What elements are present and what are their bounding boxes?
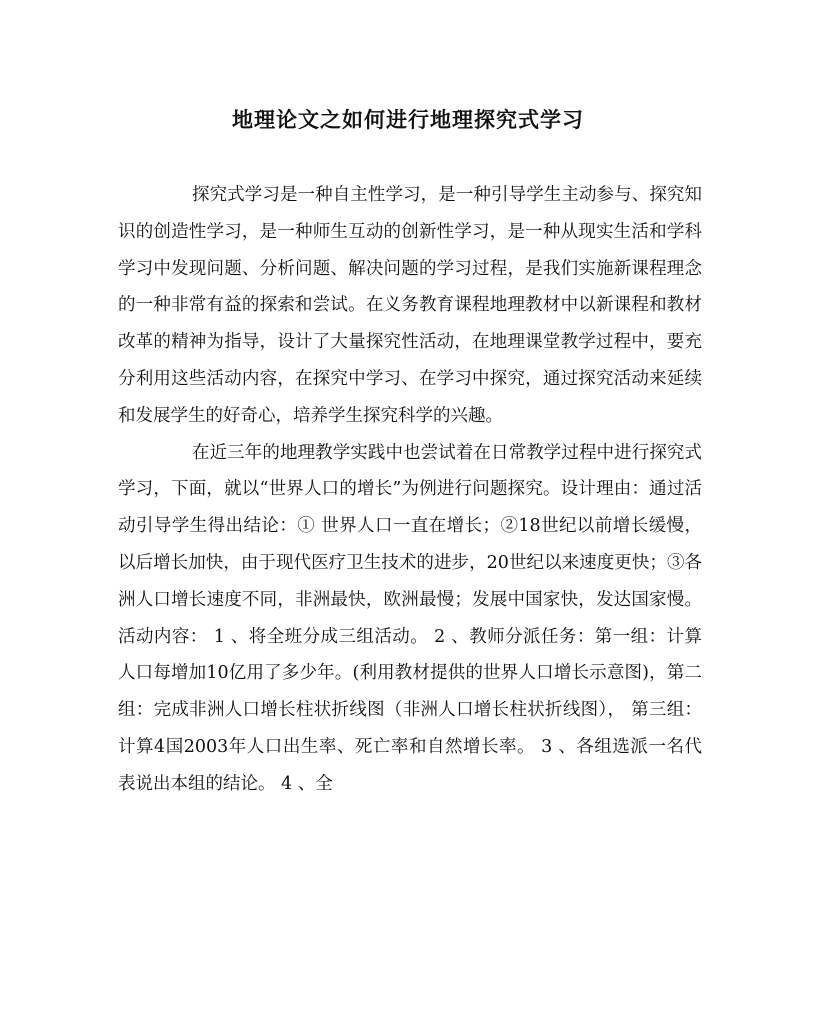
document-body	[118, 177, 702, 803]
document-title: 地理论文之如何进行地理探究式学习	[232, 107, 584, 132]
paragraph-1: 探究式学习是一种自主性学习，是一种引导学生主动参与、探究知识的创造性学习，是一种师生互动的创新性学习，是一种从现实生活和学科学习中发现问题、分析问题、解决问题的学习过程，是我们实施新课程理念的一种非常有益的探索和尝试。在义务教育课程地理教材中以新课程和教材改革的精神为指导，设计了大量探究性活动，在地理课堂教学过程中，要充分利用这些活动内容，在探究中学习、在学习中探究，通过探究活动来延续和发展学生的好奇心，培养学生探究科学的兴趣。	[118, 185, 702, 426]
paragraph-2: 在近三年的地理教学实践中也尝试着在日常教学过程中进行探究式学习，下面，就以“世界人口的增长”为例进行问题探究。设计理由：通过活动引导学生得出结论：① 世界人口一直在增长；②18世纪以前增长缓慢，以后增长加快，由于现代医疗卫生技术的进步，20世纪以来速度更快；③各洲人口增长速度不同，非洲最快，欧洲最慢；发展中国家快，发达国家慢。活动内容： 1 、将全班分成三组活动。 2 、教师分派任务：第一组：计算人口每增加10亿用了多少年。(利用教材提供的世界人口增长示意图)，第二组：完成非洲人口增长柱状折线图（非洲人口增长柱状折线图）， 第三组：计算4国2003年人口出生率、死亡率和自然增长率。 3 、各组选派一名代表说出本组的结论。 4 、全	[118, 442, 702, 794]
